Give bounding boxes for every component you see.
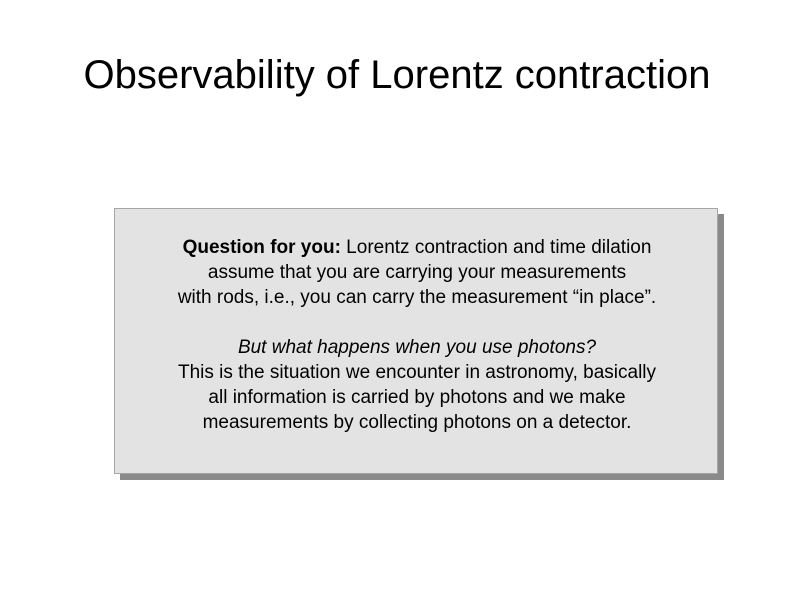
astro-line-3: measurements by collecting photons on a detector. — [202, 412, 632, 433]
question-line-2: assume that you are carrying your measurements — [207, 262, 627, 283]
astro-line-2: all information is carried by photons and we make — [208, 387, 626, 408]
question-line-1 — [115, 235, 719, 260]
slide-title: Observability of Lorentz contraction — [83, 53, 711, 97]
astro-line-1: This is the situation we encounter in astronomy, basically — [177, 362, 657, 383]
question-line-1-rest: Lorentz contraction and time dilation — [340, 237, 652, 258]
callout-box — [114, 208, 718, 474]
photon-question: But what happens when you use photons? — [237, 337, 597, 358]
question-line-3: with rods, i.e., you can carry the measurement “in place”. — [177, 287, 657, 308]
paragraph-gap — [115, 310, 719, 335]
callout-text — [115, 235, 719, 435]
question-lead: Question for you: — [182, 237, 341, 258]
